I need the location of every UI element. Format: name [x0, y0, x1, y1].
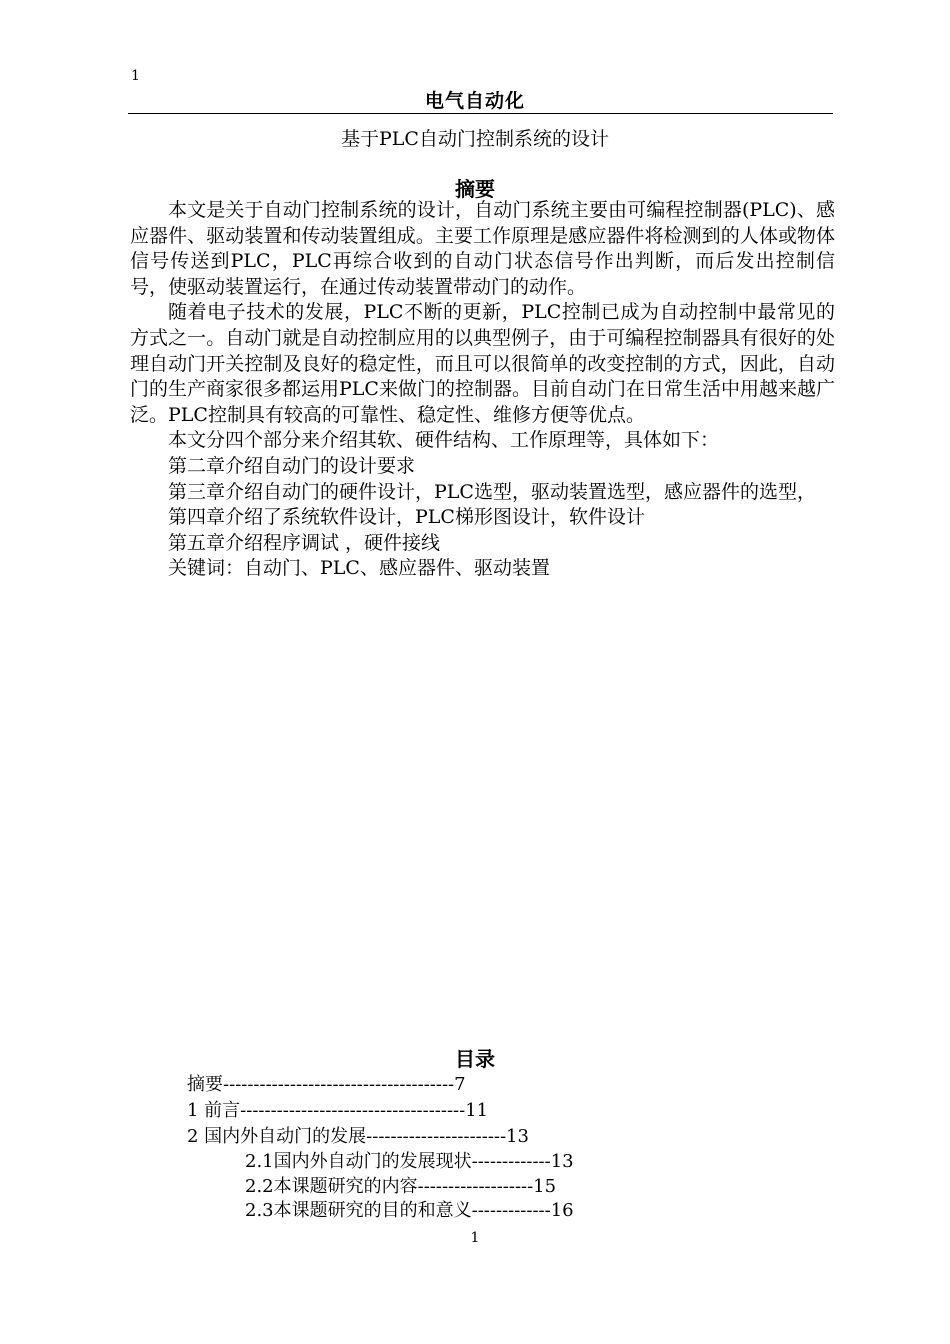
toc-subentry[interactable]: 2.1国内外自动门的发展现状-------------13 [245, 1151, 574, 1172]
abstract-body [130, 198, 835, 582]
abstract-paragraph-2: 随着电子技术的发展，PLC不断的更新，PLC控制已成为自动控制中最常见的方式之一。自动门就是自动控制应用的以典型例子，由于可编程控制器具有很好的处理自动门开关控制及良好的稳定性，而且可以很简单的改变控制的方式，因此，自动门的生产商家很多都运用PLC来做门的控制器。目前自动门在日常生活中用越来越广泛。PLC控制具有较高的可靠性、稳定性、维修方便等优点。 [130, 301, 835, 426]
abstract-paragraph-6: 第四章介绍了系统软件设计，PLC梯形图设计，软件设计 [168, 506, 645, 529]
abstract-paragraph-4: 第二章介绍自动门的设计要求 [168, 454, 416, 477]
document-title: 基于PLC自动门控制系统的设计 [341, 128, 609, 150]
abstract-paragraph-3: 本文分四个部分来介绍其软、硬件结构、工作原理等，具体如下： [168, 429, 720, 452]
toc-subentry[interactable]: 2.2本课题研究的内容-------------------15 [245, 1176, 557, 1197]
toc-entry[interactable]: 摘要--------------------------------------7 [187, 1074, 466, 1095]
toc-entry[interactable]: 2 国内外自动门的发展-----------------------13 [187, 1126, 529, 1147]
header-rule [128, 113, 833, 114]
abstract-heading: 摘要 [455, 177, 495, 201]
toc-entry[interactable]: 1 前言-------------------------------------11 [187, 1100, 489, 1121]
abstract-paragraph-7: 第五章介绍程序调试 ，硬件接线 [168, 531, 441, 554]
running-header-title: 电气自动化 [424, 90, 525, 112]
toc-subentry[interactable]: 2.3本课题研究的目的和意义-------------16 [245, 1200, 574, 1221]
keywords-line: 关键词：自动门、PLC、感应器件、驱动装置 [168, 557, 550, 580]
abstract-paragraph-5: 第三章介绍自动门的硬件设计，PLC选型，驱动装置选型，感应器件的选型， [168, 480, 816, 503]
page-number-bottom: 1 [470, 1230, 480, 1246]
page-number-top: 1 [131, 68, 140, 84]
toc-heading: 目录 [455, 1047, 495, 1071]
abstract-paragraph-1: 本文是关于自动门控制系统的设计，自动门系统主要由可编程控制器(PLC)、感应器件、驱动装置和传动装置组成。主要工作原理是感应器件将检测到的人体或物体信号传送到PLC，PLC再综合收到的自动门状态信号作出判断，而后发出控制信号，使驱动装置运行，在通过传动装置带动门的动作。 [130, 199, 835, 298]
